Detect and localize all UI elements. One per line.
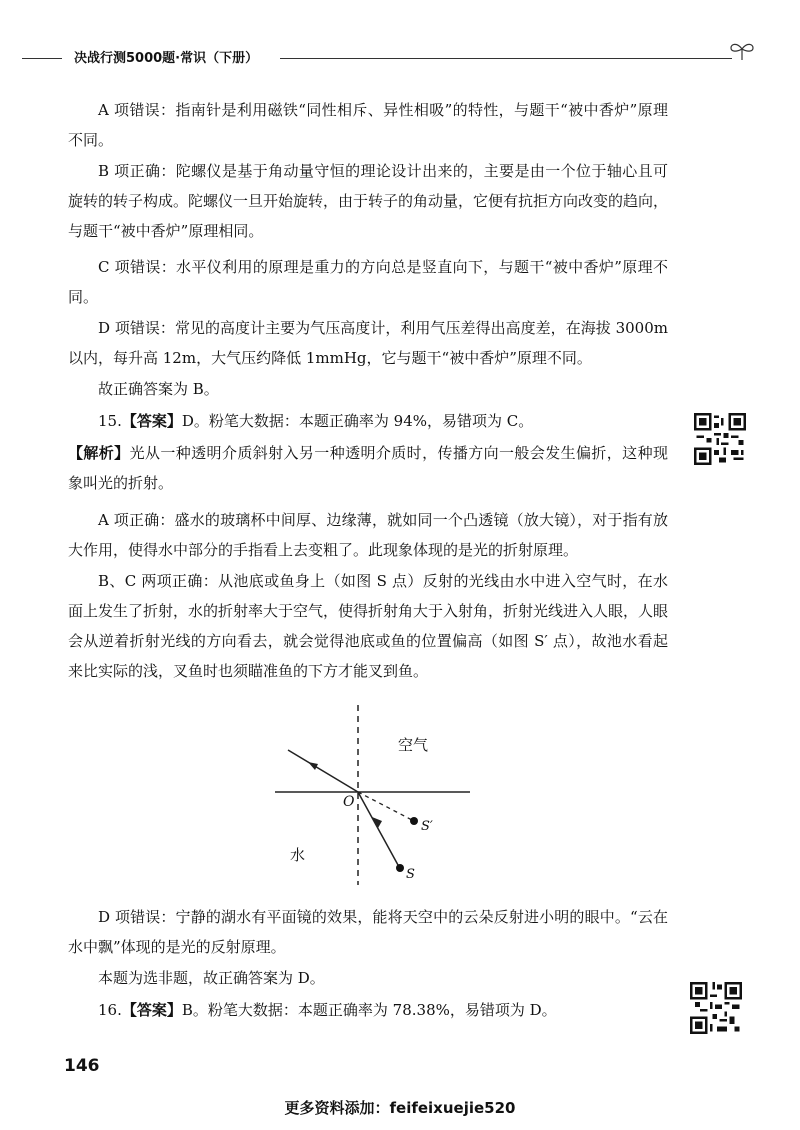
running-header xyxy=(0,40,800,70)
incident-ray xyxy=(358,792,398,865)
qr-code-icon[interactable] xyxy=(690,982,742,1034)
paragraph-option-a-15: A 项正确：盛水的玻璃杯中间厚、边缘薄，就如同一个凸透镜（放大镜），对于指有放大作用，使得水中部分的手指看上去变粗了。此现象体现的是光的折射原理。 xyxy=(68,511,668,559)
qr-code-icon[interactable] xyxy=(694,413,746,465)
question-16-answer xyxy=(68,995,668,1025)
s-prime-label: S′ xyxy=(421,819,433,834)
paragraph-option-d-14: D 项错误：常见的高度计主要为气压高度计，利用气压差得出高度差，在海拔 3000m 以内，每升高 12m，大气压约降低 1mmHg，它与题干“被中香炉”原理不同。 xyxy=(68,319,668,367)
paragraph-option-d-15: D 项错误：宁静的湖水有平面镜的效果，能将天空中的云朵反射进小明的眼中。“云在水中飘”体现的是光的反射原理。 xyxy=(68,908,668,956)
question-15-answer xyxy=(68,406,668,436)
question-number: 16. xyxy=(98,1001,122,1019)
answer-tag: 【答案】 xyxy=(121,412,182,430)
page-number: 146 xyxy=(64,1056,100,1076)
question-number: 15. xyxy=(98,412,122,430)
refracted-ray xyxy=(288,750,358,792)
answer-tag: 【答案】 xyxy=(121,1001,182,1019)
header-title: 决战行测5000题·常识（下册） xyxy=(74,51,259,66)
paragraph-option-c-14: C 项错误：水平仪利用的原理是重力的方向总是竖直向下，与题干“被中香炉”原理不同。 xyxy=(68,258,668,306)
paragraph-option-b-14: B 项正确：陀螺仪是基于角动量守恒的理论设计出来的，主要是由一个位于轴心且可旋转的转子构成。陀螺仪一旦开始旋转，由于转子的角动量，它便有抗拒方向改变的趋向，与题干“被中香炉”原理相同。 xyxy=(68,162,669,240)
header-rule-right xyxy=(280,58,732,59)
paragraph-option-a-14: A 项错误：指南针是利用磁铁“同性相斥、异性相吸”的特性，与题干“被中香炉”原理不同。 xyxy=(68,101,668,149)
origin-label: O xyxy=(343,794,355,810)
water-label: 水 xyxy=(290,846,306,864)
paragraph-conclusion-15: 本题为选非题，故正确答案为 D。 xyxy=(98,969,325,987)
answer-text: B。粉笔大数据：本题正确率为 78.38%，易错项为 D。 xyxy=(181,1001,557,1019)
paragraph-conclusion-14: 故正确答案为 B。 xyxy=(98,380,219,398)
header-rule-left xyxy=(22,58,62,59)
analysis-paragraph xyxy=(68,438,668,498)
ray-arrow-icon xyxy=(308,762,318,770)
footer-note: 更多资料添加：feifeixuejie520 xyxy=(284,1099,516,1117)
analysis-text: 光从一种透明介质斜射入另一种透明介质时，传播方向一般会发生偏折，这种现象叫光的折射。 xyxy=(68,444,668,492)
answer-text: D。粉笔大数据：本题正确率为 94%，易错项为 C。 xyxy=(181,412,534,430)
refraction-diagram xyxy=(270,700,480,890)
point-s xyxy=(396,864,404,872)
sprout-icon xyxy=(728,40,756,62)
analysis-tag: 【解析】 xyxy=(68,444,130,462)
point-s-prime xyxy=(410,817,418,825)
air-label: 空气 xyxy=(398,736,429,754)
paragraph-option-bc-15: B、C 两项正确：从池底或鱼身上（如图 S 点）反射的光线由水中进入空气时，在水面上发生了折射，水的折射率大于空气，使得折射角大于入射角，折射光线进入人眼，人眼会从逆着折射光线的方向看去，就会觉得池底或鱼的位置偏高（如图 S′ 点），故池水看起来比实际的浅，叉鱼时也须瞄准鱼的下方才能叉到鱼。 xyxy=(68,572,669,680)
s-label: S xyxy=(406,867,415,882)
